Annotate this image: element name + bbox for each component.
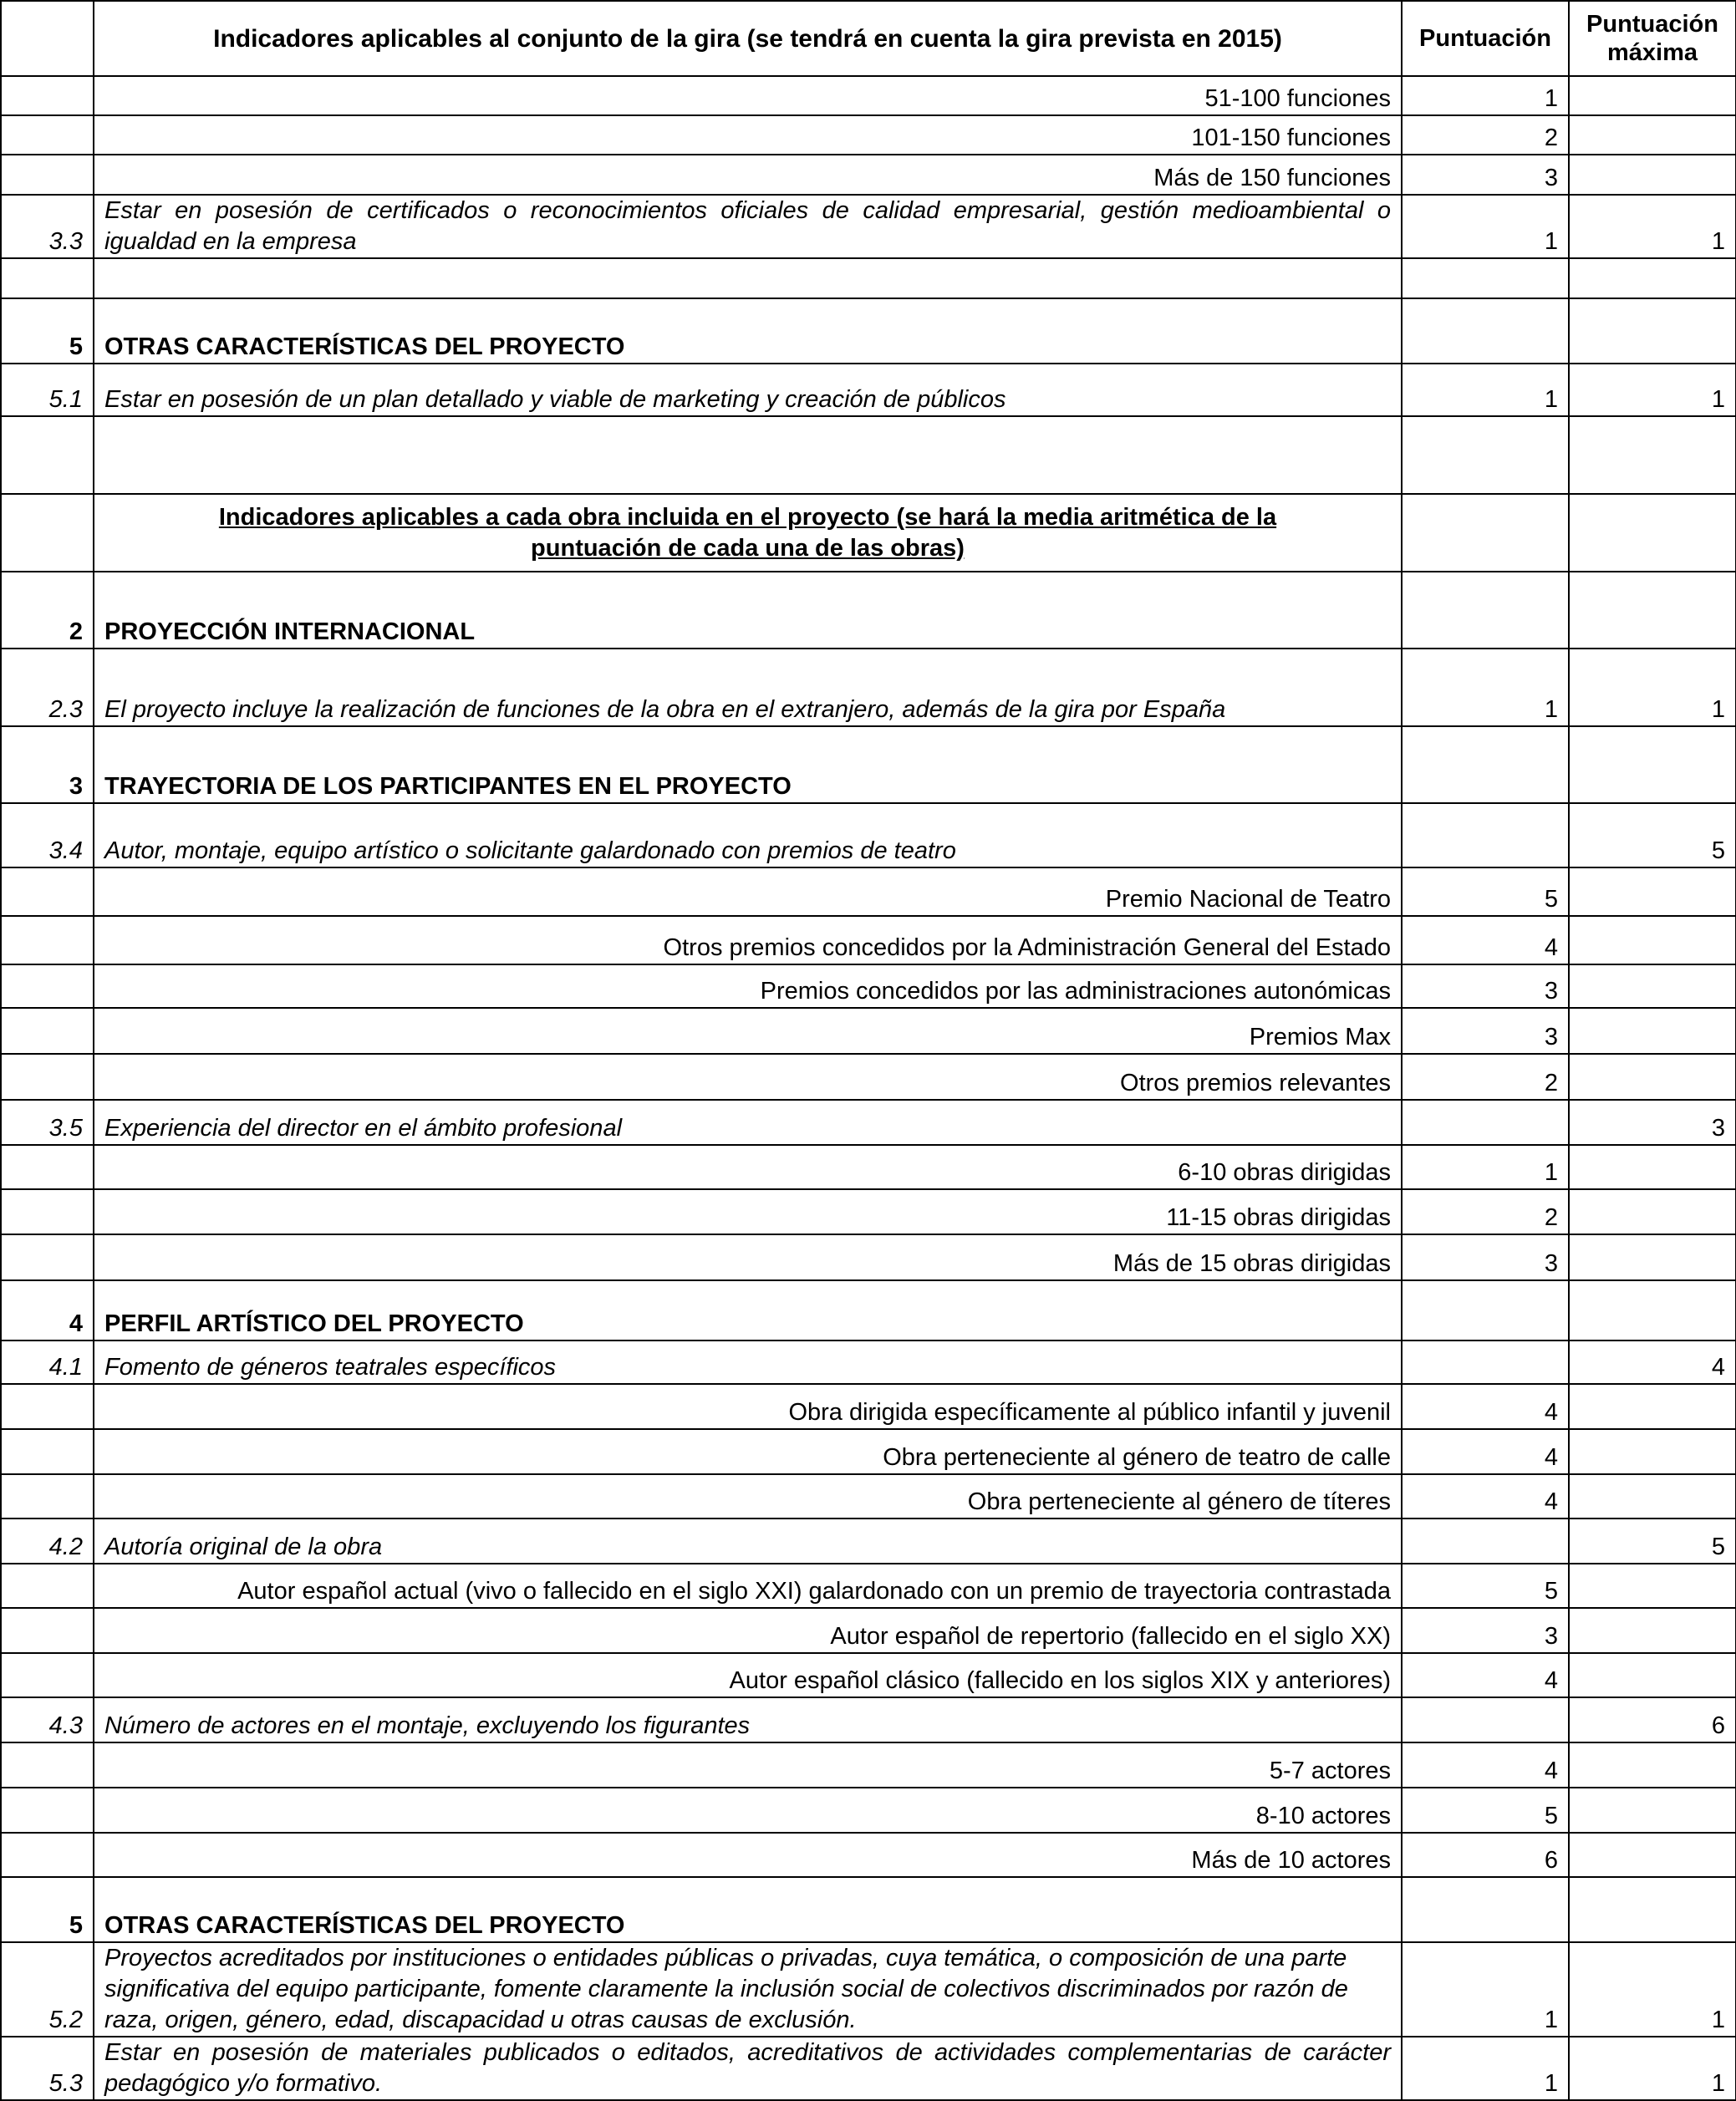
row-text bbox=[94, 416, 1402, 494]
row-score: 4 bbox=[1402, 1474, 1569, 1519]
row-number: 4.1 bbox=[1, 1340, 94, 1384]
row-text: PERFIL ARTÍSTICO DEL PROYECTO bbox=[94, 1280, 1402, 1340]
indicator-row bbox=[1, 1340, 1736, 1384]
row-score bbox=[1402, 1100, 1569, 1145]
row-number bbox=[1, 1429, 94, 1474]
row-max-score bbox=[1569, 1234, 1736, 1280]
row-score bbox=[1402, 416, 1569, 494]
row-score: 1 bbox=[1402, 1942, 1569, 2037]
row-text: 51-100 funciones bbox=[94, 76, 1402, 115]
row-score: 2 bbox=[1402, 1189, 1569, 1234]
row-max-score bbox=[1569, 867, 1736, 916]
row-max-score bbox=[1569, 298, 1736, 364]
row-max-score bbox=[1569, 726, 1736, 803]
row-number: 3.5 bbox=[1, 1100, 94, 1145]
row-number: 2.3 bbox=[1, 649, 94, 726]
row-score bbox=[1402, 572, 1569, 649]
option-row bbox=[1, 1474, 1736, 1519]
row-max-score bbox=[1569, 1429, 1736, 1474]
option-row bbox=[1, 1008, 1736, 1054]
row-number bbox=[1, 1653, 94, 1697]
row-number bbox=[1, 1608, 94, 1653]
row-max-score bbox=[1569, 115, 1736, 155]
option-row bbox=[1, 964, 1736, 1008]
option-row bbox=[1, 1145, 1736, 1189]
option-row bbox=[1, 1788, 1736, 1833]
row-score: 4 bbox=[1402, 1384, 1569, 1429]
row-number bbox=[1, 867, 94, 916]
option-row bbox=[1, 1564, 1736, 1608]
blank-row bbox=[1, 416, 1736, 494]
option-row bbox=[1, 916, 1736, 964]
row-number bbox=[1, 916, 94, 964]
row-max-score bbox=[1569, 1742, 1736, 1788]
row-text: Número de actores en el montaje, excluyendo los figurantes bbox=[94, 1697, 1402, 1742]
option-row bbox=[1, 1653, 1736, 1697]
row-score: 4 bbox=[1402, 916, 1569, 964]
row-number bbox=[1, 155, 94, 195]
header-number-cell bbox=[1, 1, 94, 76]
row-number: 4.2 bbox=[1, 1519, 94, 1564]
row-number bbox=[1, 115, 94, 155]
row-max-score bbox=[1569, 1788, 1736, 1833]
row-text: Estar en posesión de materiales publicados o editados, acreditativos de actividades complementarias de carácter pedagógico y/o formativo. bbox=[94, 2037, 1402, 2100]
row-score: 5 bbox=[1402, 1788, 1569, 1833]
row-text: Estar en posesión de un plan detallado y viable de marketing y creación de públicos bbox=[94, 364, 1402, 416]
row-number bbox=[1, 494, 94, 572]
row-number: 3.3 bbox=[1, 195, 94, 258]
row-score bbox=[1402, 494, 1569, 572]
row-text: Obra dirigida específicamente al público infantil y juvenil bbox=[94, 1384, 1402, 1429]
row-max-score: 5 bbox=[1569, 1519, 1736, 1564]
row-text bbox=[94, 258, 1402, 298]
row-text: OTRAS CARACTERÍSTICAS DEL PROYECTO bbox=[94, 1877, 1402, 1942]
row-score: 2 bbox=[1402, 115, 1569, 155]
row-score: 1 bbox=[1402, 364, 1569, 416]
row-text: Estar en posesión de certificados o reconocimientos oficiales de calidad empresarial, gestión medioambiental o igualdad en la empresa bbox=[94, 195, 1402, 258]
row-score: 4 bbox=[1402, 1742, 1569, 1788]
row-max-score: 1 bbox=[1569, 649, 1736, 726]
indicator-row bbox=[1, 1942, 1736, 2037]
option-row bbox=[1, 867, 1736, 916]
row-max-score bbox=[1569, 1833, 1736, 1877]
row-number bbox=[1, 1742, 94, 1788]
row-text: Premios concedidos por las administraciones autonómicas bbox=[94, 964, 1402, 1008]
option-row bbox=[1, 1429, 1736, 1474]
row-number bbox=[1, 1234, 94, 1280]
option-row bbox=[1, 1833, 1736, 1877]
row-number bbox=[1, 258, 94, 298]
row-score bbox=[1402, 1280, 1569, 1340]
header-max-score: Puntuación máxima bbox=[1569, 1, 1736, 76]
row-score bbox=[1402, 298, 1569, 364]
row-score: 1 bbox=[1402, 195, 1569, 258]
subheading-row bbox=[1, 494, 1736, 572]
indicator-row bbox=[1, 2037, 1736, 2100]
row-score: 1 bbox=[1402, 76, 1569, 115]
row-text: Premios Max bbox=[94, 1008, 1402, 1054]
row-text: Otros premios relevantes bbox=[94, 1054, 1402, 1100]
row-text: 101-150 funciones bbox=[94, 115, 1402, 155]
row-score: 4 bbox=[1402, 1653, 1569, 1697]
row-max-score bbox=[1569, 1653, 1736, 1697]
row-max-score bbox=[1569, 1008, 1736, 1054]
row-number bbox=[1, 1788, 94, 1833]
option-row bbox=[1, 1608, 1736, 1653]
row-max-score bbox=[1569, 1280, 1736, 1340]
row-number bbox=[1, 1054, 94, 1100]
section-row bbox=[1, 572, 1736, 649]
row-number bbox=[1, 1189, 94, 1234]
row-max-score bbox=[1569, 155, 1736, 195]
row-score: 6 bbox=[1402, 1833, 1569, 1877]
row-max-score bbox=[1569, 1189, 1736, 1234]
row-max-score bbox=[1569, 572, 1736, 649]
row-number: 4.3 bbox=[1, 1697, 94, 1742]
row-number: 4 bbox=[1, 1280, 94, 1340]
row-text: 11-15 obras dirigidas bbox=[94, 1189, 1402, 1234]
row-score: 1 bbox=[1402, 649, 1569, 726]
row-max-score: 4 bbox=[1569, 1340, 1736, 1384]
row-text: El proyecto incluye la realización de funciones de la obra en el extranjero, además de la gira por España bbox=[94, 649, 1402, 726]
blank-row bbox=[1, 258, 1736, 298]
row-score: 3 bbox=[1402, 155, 1569, 195]
row-text: Obra perteneciente al género de títeres bbox=[94, 1474, 1402, 1519]
row-max-score: 1 bbox=[1569, 1942, 1736, 2037]
row-text: Otros premios concedidos por la Administración General del Estado bbox=[94, 916, 1402, 964]
row-number: 3 bbox=[1, 726, 94, 803]
row-number bbox=[1, 1564, 94, 1608]
row-text: 5-7 actores bbox=[94, 1742, 1402, 1788]
row-score: 5 bbox=[1402, 1564, 1569, 1608]
row-max-score bbox=[1569, 1877, 1736, 1942]
row-max-score bbox=[1569, 416, 1736, 494]
indicator-row bbox=[1, 1519, 1736, 1564]
row-number: 5.3 bbox=[1, 2037, 94, 2100]
row-number bbox=[1, 416, 94, 494]
row-score bbox=[1402, 726, 1569, 803]
row-score bbox=[1402, 258, 1569, 298]
row-max-score: 1 bbox=[1569, 195, 1736, 258]
option-row bbox=[1, 1054, 1736, 1100]
row-text: Autor español clásico (fallecido en los siglos XIX y anteriores) bbox=[94, 1653, 1402, 1697]
indicator-row bbox=[1, 364, 1736, 416]
row-score: 5 bbox=[1402, 867, 1569, 916]
row-score bbox=[1402, 1340, 1569, 1384]
indicator-row bbox=[1, 195, 1736, 258]
row-max-score: 3 bbox=[1569, 1100, 1736, 1145]
row-number bbox=[1, 1833, 94, 1877]
row-score: 1 bbox=[1402, 1145, 1569, 1189]
row-text: Autor, montaje, equipo artístico o solicitante galardonado con premios de teatro bbox=[94, 803, 1402, 867]
row-max-score bbox=[1569, 964, 1736, 1008]
row-text: OTRAS CARACTERÍSTICAS DEL PROYECTO bbox=[94, 298, 1402, 364]
row-max-score bbox=[1569, 1384, 1736, 1429]
section-row bbox=[1, 726, 1736, 803]
row-max-score bbox=[1569, 1145, 1736, 1189]
row-text: Más de 10 actores bbox=[94, 1833, 1402, 1877]
row-text: Autoría original de la obra bbox=[94, 1519, 1402, 1564]
row-score: 2 bbox=[1402, 1054, 1569, 1100]
row-score: 3 bbox=[1402, 1234, 1569, 1280]
row-score: 3 bbox=[1402, 1608, 1569, 1653]
row-number: 5.2 bbox=[1, 1942, 94, 2037]
option-row bbox=[1, 1742, 1736, 1788]
option-row bbox=[1, 76, 1736, 115]
row-text: Proyectos acreditados por instituciones o entidades públicas o privadas, cuya temática, o composición de una parte significativa del equipo participante, fomente claramente la inclusión social de colectivos discriminados por razón de raza, origen, género, edad, discapacidad u otras causas de exclusión. bbox=[94, 1942, 1402, 2037]
row-number: 3.4 bbox=[1, 803, 94, 867]
indicator-row bbox=[1, 1697, 1736, 1742]
row-number bbox=[1, 964, 94, 1008]
row-max-score bbox=[1569, 1564, 1736, 1608]
option-row bbox=[1, 1384, 1736, 1429]
row-text: Experiencia del director en el ámbito profesional bbox=[94, 1100, 1402, 1145]
row-score: 1 bbox=[1402, 2037, 1569, 2100]
row-number bbox=[1, 1384, 94, 1429]
section-row bbox=[1, 298, 1736, 364]
row-score: 4 bbox=[1402, 1429, 1569, 1474]
row-score bbox=[1402, 1519, 1569, 1564]
row-number: 5.1 bbox=[1, 364, 94, 416]
row-text: Indicadores aplicables a cada obra incluida en el proyecto (se hará la media aritmética de la puntuación de cada una de las obras) bbox=[94, 494, 1402, 572]
option-row bbox=[1, 155, 1736, 195]
section-row bbox=[1, 1280, 1736, 1340]
row-max-score: 1 bbox=[1569, 364, 1736, 416]
row-max-score bbox=[1569, 1474, 1736, 1519]
row-number bbox=[1, 1008, 94, 1054]
row-text: Premio Nacional de Teatro bbox=[94, 867, 1402, 916]
section-row bbox=[1, 1877, 1736, 1942]
row-text: 8-10 actores bbox=[94, 1788, 1402, 1833]
row-score: 3 bbox=[1402, 964, 1569, 1008]
row-text: Obra perteneciente al género de teatro de calle bbox=[94, 1429, 1402, 1474]
row-text: Más de 150 funciones bbox=[94, 155, 1402, 195]
row-score bbox=[1402, 803, 1569, 867]
indicator-row bbox=[1, 803, 1736, 867]
indicator-row bbox=[1, 1100, 1736, 1145]
row-number: 5 bbox=[1, 298, 94, 364]
row-number bbox=[1, 76, 94, 115]
row-number bbox=[1, 1145, 94, 1189]
row-text: TRAYECTORIA DE LOS PARTICIPANTES EN EL PROYECTO bbox=[94, 726, 1402, 803]
row-max-score bbox=[1569, 258, 1736, 298]
option-row bbox=[1, 1189, 1736, 1234]
row-max-score bbox=[1569, 1608, 1736, 1653]
row-text: Fomento de géneros teatrales específicos bbox=[94, 1340, 1402, 1384]
header-score: Puntuación bbox=[1402, 1, 1569, 76]
row-text: 6-10 obras dirigidas bbox=[94, 1145, 1402, 1189]
indicator-row bbox=[1, 649, 1736, 726]
row-number bbox=[1, 1474, 94, 1519]
row-max-score: 5 bbox=[1569, 803, 1736, 867]
row-score bbox=[1402, 1877, 1569, 1942]
row-text: PROYECCIÓN INTERNACIONAL bbox=[94, 572, 1402, 649]
row-score: 3 bbox=[1402, 1008, 1569, 1054]
option-row bbox=[1, 115, 1736, 155]
option-row bbox=[1, 1234, 1736, 1280]
header-title: Indicadores aplicables al conjunto de la gira (se tendrá en cuenta la gira prevista en 2015) bbox=[94, 1, 1402, 76]
row-number: 5 bbox=[1, 1877, 94, 1942]
row-max-score bbox=[1569, 494, 1736, 572]
row-max-score: 1 bbox=[1569, 2037, 1736, 2100]
row-max-score bbox=[1569, 76, 1736, 115]
row-text: Autor español actual (vivo o fallecido en el siglo XXI) galardonado con un premio de trayectoria contrastada bbox=[94, 1564, 1402, 1608]
row-score bbox=[1402, 1697, 1569, 1742]
table-header-row bbox=[1, 1, 1736, 76]
row-max-score bbox=[1569, 1054, 1736, 1100]
row-text: Autor español de repertorio (fallecido en el siglo XX) bbox=[94, 1608, 1402, 1653]
row-max-score bbox=[1569, 916, 1736, 964]
row-number: 2 bbox=[1, 572, 94, 649]
row-text: Más de 15 obras dirigidas bbox=[94, 1234, 1402, 1280]
row-max-score: 6 bbox=[1569, 1697, 1736, 1742]
